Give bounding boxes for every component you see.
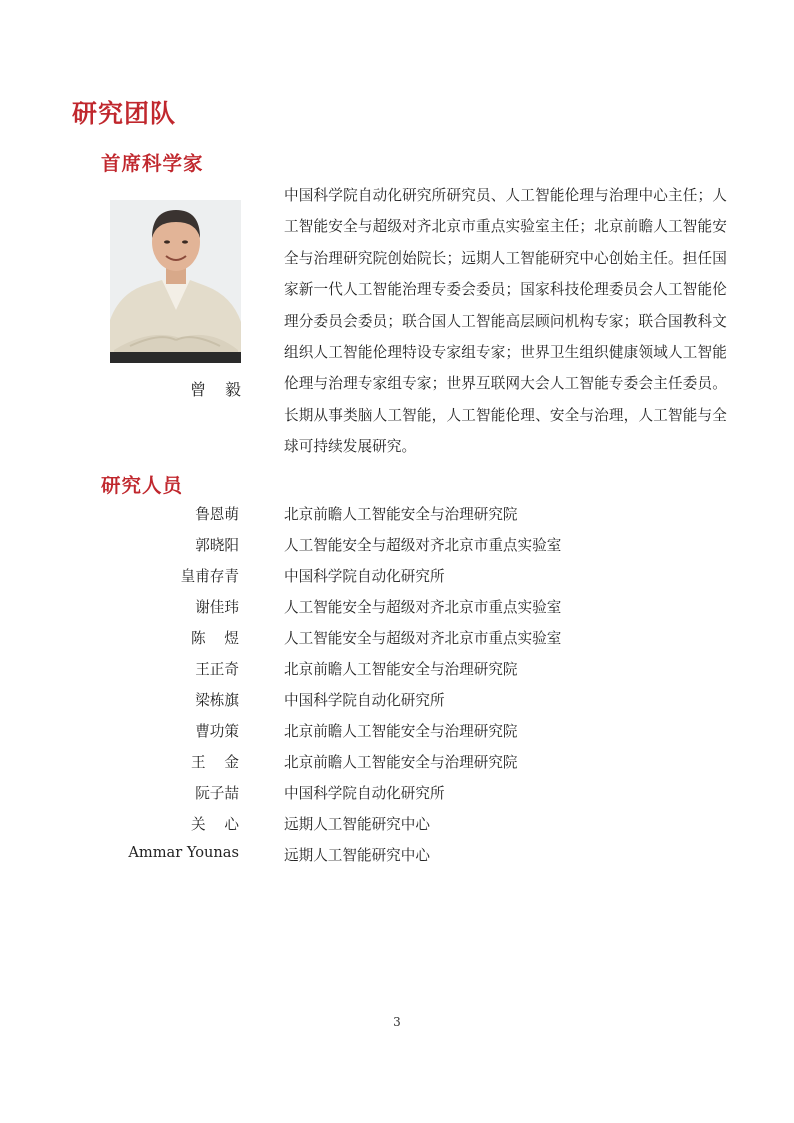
- researcher-name: 郭晓阳: [195, 537, 239, 554]
- researcher-row: [0, 658, 794, 680]
- researcher-row: [0, 751, 794, 773]
- researcher-name: 王 金: [191, 754, 239, 771]
- researcher-row: [0, 596, 794, 618]
- researcher-row: [0, 844, 794, 866]
- researcher-name: Ammar Younas: [128, 844, 239, 861]
- researcher-name: 梁栋旗: [195, 692, 239, 709]
- researcher-row: [0, 720, 794, 742]
- researcher-affiliation: 北京前瞻人工智能安全与治理研究院: [284, 661, 518, 678]
- researcher-affiliation: 北京前瞻人工智能安全与治理研究院: [284, 754, 518, 771]
- researcher-row: [0, 503, 794, 525]
- researchers-heading: 研究人员: [101, 474, 184, 497]
- chief-scientist-name: 曾 毅: [190, 380, 241, 399]
- researcher-row: [0, 813, 794, 835]
- researcher-affiliation: 人工智能安全与超级对齐北京市重点实验室: [284, 599, 562, 616]
- researcher-name: 谢佳玮: [195, 599, 239, 616]
- researcher-affiliation: 北京前瞻人工智能安全与治理研究院: [284, 723, 518, 740]
- researcher-affiliation: 远期人工智能研究中心: [284, 847, 430, 864]
- researcher-name: 关 心: [191, 816, 239, 833]
- chief-scientist-heading: 首席科学家: [101, 152, 204, 175]
- section-title: 研究团队: [72, 99, 177, 128]
- researcher-name: 皇甫存青: [180, 568, 239, 585]
- researcher-name: 阮子喆: [195, 785, 239, 802]
- researcher-affiliation: 中国科学院自动化研究所: [284, 785, 445, 802]
- researcher-affiliation: 人工智能安全与超级对齐北京市重点实验室: [284, 630, 562, 647]
- researcher-name: 鲁恩萌: [195, 506, 239, 523]
- researcher-row: [0, 565, 794, 587]
- researcher-row: [0, 627, 794, 649]
- researcher-affiliation: 北京前瞻人工智能安全与治理研究院: [284, 506, 518, 523]
- researcher-affiliation: 远期人工智能研究中心: [284, 816, 430, 833]
- chief-scientist-bio: 中国科学院自动化研究所研究员、人工智能伦理与治理中心主任；人工智能安全与超级对齐北京市重点实验室主任；北京前瞻人工智能安全与治理研究院创始院长；远期人工智能研究中心创始主任。担任国家新一代人工智能治理专委会委员；国家科技伦理委员会人工智能伦理分委员会委员；联合国人工智能高层顾问机构专家；联合国教科文组织人工智能伦理特设专家组专家；世界卫生组织健康领域人工智能伦理与治理专家组专家；世界互联网大会人工智能专委会主任委员。长期从事类脑人工智能，人工智能伦理、安全与治理，人工智能与全球可持续发展研究。: [284, 187, 727, 456]
- researcher-affiliation: 中国科学院自动化研究所: [284, 568, 445, 585]
- researcher-affiliation: 中国科学院自动化研究所: [284, 692, 445, 709]
- researcher-name: 曹功策: [195, 723, 239, 740]
- researcher-row: [0, 534, 794, 556]
- page-number: 3: [393, 1015, 401, 1029]
- chief-scientist-portrait: [110, 200, 241, 363]
- researcher-affiliation: 人工智能安全与超级对齐北京市重点实验室: [284, 537, 562, 554]
- researcher-row: [0, 689, 794, 711]
- researcher-row: [0, 782, 794, 804]
- researcher-name: 王正奇: [195, 661, 239, 678]
- researcher-name: 陈 煜: [191, 630, 239, 647]
